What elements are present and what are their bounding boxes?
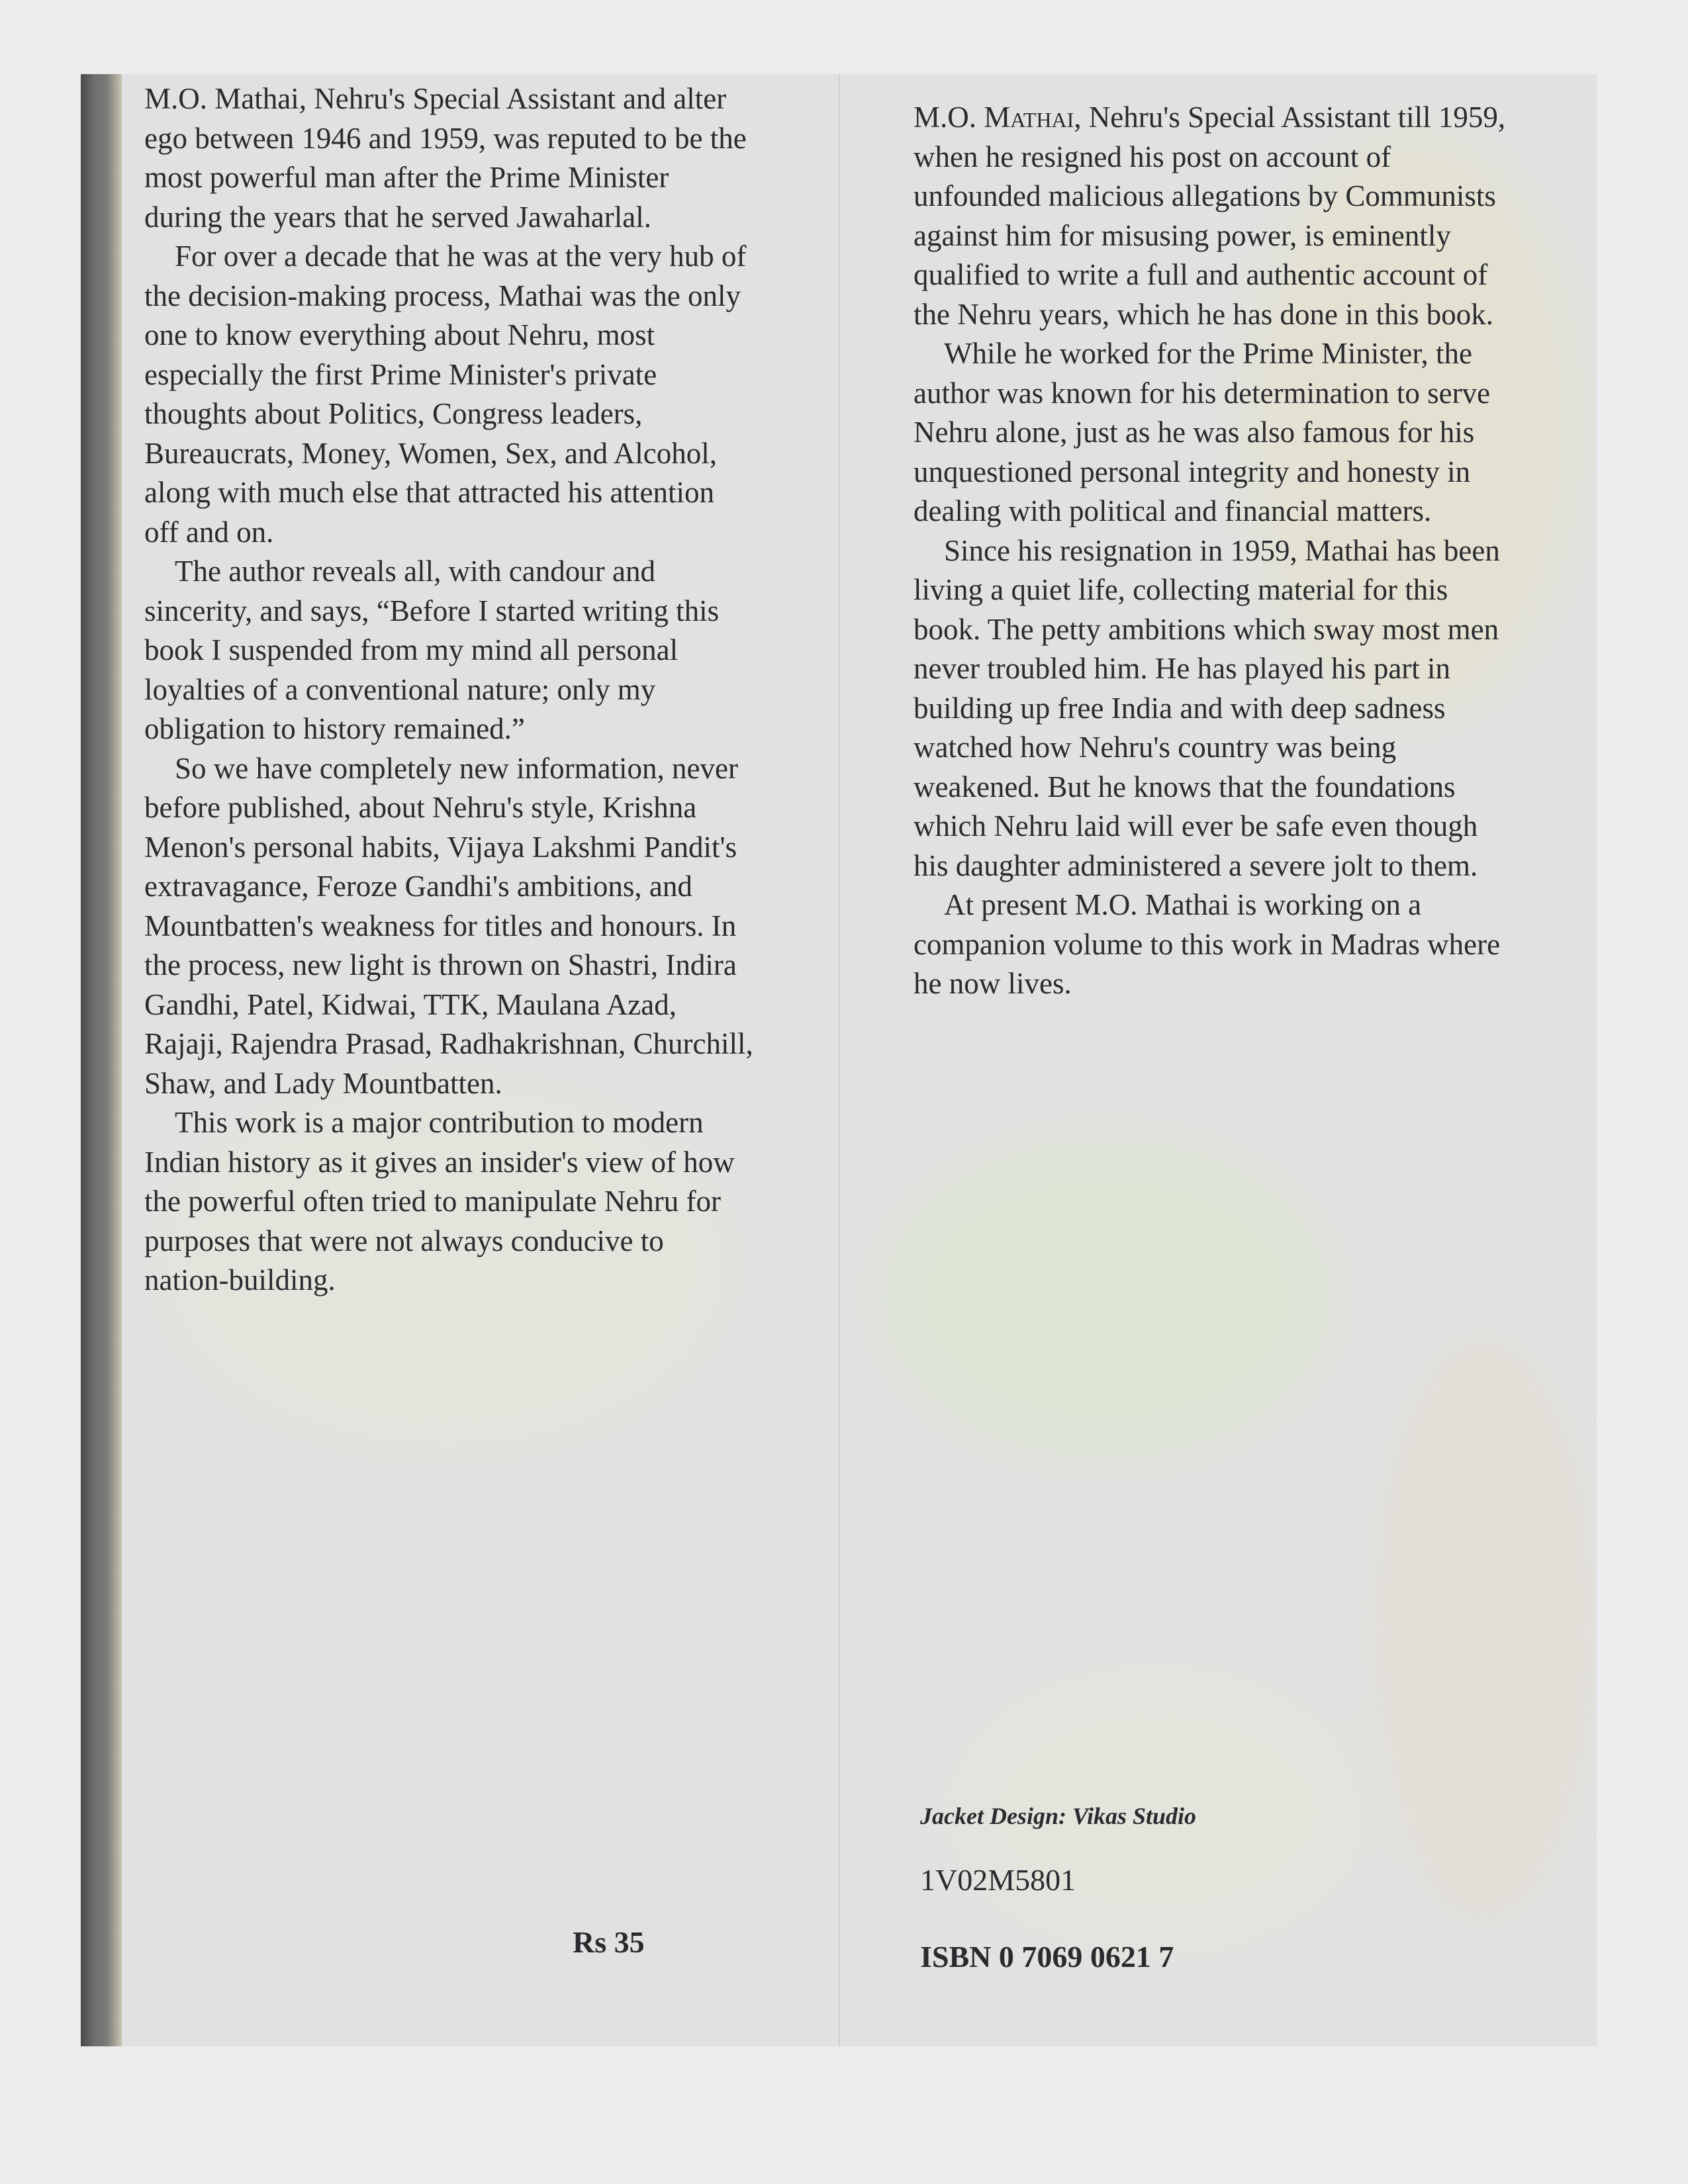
isbn-number: ISBN 0 7069 0621 7 [920,1940,1174,1974]
left-flap-paragraph: The author reveals all, with candour and sincerity, and says, “Before I started writing this book I suspended from my mind all personal loyalties of a conventional nature; only my obligation to history remained.” [144,555,720,745]
author-bio-text: , Nehru's Special Assistant till 1959, when he resigned his post on account of unfounded malicious allegations by Communists against him for misusing power, is eminently qualified to write a full and authentic account of the Nehru years, which he has done in this book. [914,101,1506,331]
left-flap-paragraph: For over a decade that he was at the very hub of the decision-making process, Mathai was the only one to know everything about Nehru, most especially the first Prime Minister's private thoughts about Politics, Congress leaders, Bureaucrats, Money, Women, Sex, and Alcohol, along with much else that attracted his attention off and on. [144,240,747,549]
jacket-design-credit: Jacket Design: Vikas Studio [920,1803,1197,1829]
right-flap-paragraph: While he worked for the Prime Minister, the author was known for his determination to serve Nehru alone, just as he was also famous for his unquestioned personal integrity and honesty in dealing with political and financial matters. [914,337,1491,527]
flap-fold-line [839,74,840,2046]
spine-edge [81,74,122,2046]
left-flap-paragraph: This work is a major contribution to modern Indian history as it gives an insider's view of how the powerful often tried to manipulate Nehru for purposes that were not always conducive to nation-building. [144,1106,735,1297]
right-flap-paragraph: Since his resignation in 1959, Mathai has been living a quiet life, collecting material for this book. The petty ambitions which sway most men never troubled him. He has played his part in building up free India and with deep sadness watched how Nehru's country was being weakened. But he knows that the foundations which Nehru laid will ever be safe even though his daughter administered a severe jolt to them. [914,533,1500,882]
background-stain [875,1133,1338,1464]
left-flap-paragraph: So we have completely new information, never before published, about Nehru's style, Krishna Menon's personal habits, Vijaya Lakshmi Pandit's extravagance, Feroze Gandhi's ambitions, and Mountbatten's weakness for titles and honours. In the process, new light is thrown on Shastri, Indira Gandhi, Patel, Kidwai, TTK, Maulana Azad, Rajaji, Rajendra Prasad, Radhakrishnan, Churchill, Shaw, and Lady Mountbatten. [144,751,753,1100]
right-flap-paragraph: At present M.O. Mathai is working on a companion volume to this work in Madras where he now lives. [914,888,1501,1000]
left-flap-paragraph: M.O. Mathai, Nehru's Special Assistant and alter ego between 1946 and 1959, was reputed to be the most powerful man after the Prime Minister during the years that he served Jawaharlal. [144,82,747,234]
author-name-prefix: M.O. [914,101,984,134]
left-flap-text [144,79,753,1300]
author-bio-paragraph [914,98,1509,334]
price-label: Rs 35 [573,1925,645,1959]
right-flap-text [914,98,1509,1004]
catalog-code: 1V02M5801 [920,1863,1076,1897]
author-name-smallcaps: Mathai [984,101,1074,134]
background-stain [1372,1332,1597,1927]
